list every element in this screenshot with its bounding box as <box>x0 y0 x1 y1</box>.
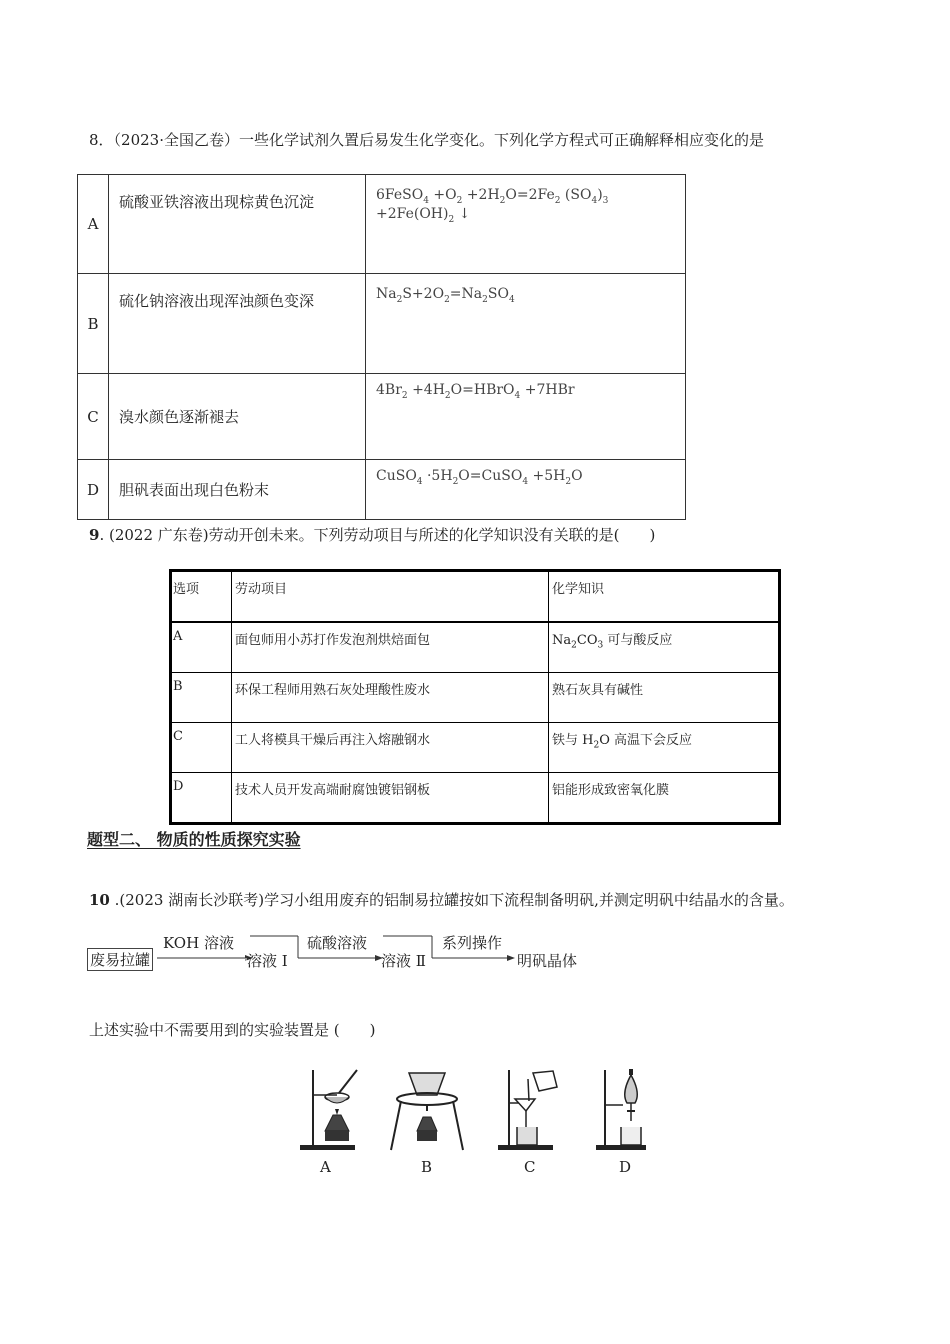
option-equation: CuSO$_4$ $\cdot 5H_2O=CuSO_4 +5H_2O$ <box>366 460 686 520</box>
option-description: 胆矾表面出现白色粉末 <box>109 460 366 520</box>
table-row <box>78 374 686 460</box>
table-row <box>78 175 686 274</box>
knowledge-cell: 熟石灰具有碱性 <box>549 673 780 723</box>
q8-stem-line <box>89 130 764 150</box>
option-cell: D <box>171 773 232 824</box>
q10-stem-line <box>89 890 794 910</box>
flow-diagram <box>85 930 605 975</box>
option-cell: A <box>171 622 232 673</box>
flow-start: 废易拉罐 <box>87 948 153 971</box>
q9-number: 9 <box>89 526 100 544</box>
table-row <box>78 460 686 520</box>
apparatus-figure <box>295 1065 655 1180</box>
table-row <box>171 723 780 773</box>
project-cell: 面包师用小苏打作发泡剂烘焙面包 <box>232 622 549 673</box>
option-label: D <box>78 460 109 520</box>
table-row <box>171 673 780 723</box>
option-cell: C <box>171 723 232 773</box>
flow-reagent-2: 硫酸溶液 <box>307 934 368 952</box>
option-description: 硫化钠溶液出现浑浊颜色变深 <box>109 274 366 374</box>
section-heading: 题型二、 物质的性质探究实验 <box>87 830 301 849</box>
flow-solution-1: 溶液 Ⅰ <box>247 952 288 970</box>
q10-number: 10 <box>89 891 110 909</box>
option-description: 硫酸亚铁溶液出现棕黄色沉淀 <box>109 175 366 274</box>
option-label: A <box>78 175 109 274</box>
table-row <box>171 622 780 673</box>
project-cell: 环保工程师用熟石灰处理酸性废水 <box>232 673 549 723</box>
option-cell: B <box>171 673 232 723</box>
option-equation: $4Br_2$ $+4H_2O=HBrO_4 +7HBr$ <box>366 374 686 460</box>
table-header: 化学知识 <box>549 571 780 623</box>
option-description: 溴水颜色逐渐褪去 <box>109 374 366 460</box>
q8-source: （2023·全国乙卷） <box>113 131 239 149</box>
q9-source: . (2022 广东卷) <box>99 526 209 544</box>
q8-number: 8． <box>89 131 114 149</box>
q8-options-table <box>77 174 686 520</box>
apparatus-label-d: D <box>619 1158 632 1176</box>
knowledge-cell: $Na_2CO_3$ 可与酸反应 <box>549 622 780 673</box>
table-header-row <box>171 571 780 623</box>
option-label: C <box>78 374 109 460</box>
table-header: 选项 <box>171 571 232 623</box>
table-row <box>171 773 780 824</box>
apparatus-a-evaporation-image <box>295 1065 365 1155</box>
q8-stem: 一些化学试剂久置后易发生化学变化。下列化学方程式可正确解释相应变化的是 <box>239 131 765 149</box>
q10-question: 上述实验中不需要用到的实验装置是 ( ) <box>89 1021 376 1039</box>
apparatus-c-filtration-image <box>495 1065 565 1155</box>
flow-solution-2: 溶液 Ⅱ <box>381 952 426 970</box>
q9-stem-line <box>89 525 655 545</box>
apparatus-label-c: C <box>524 1158 536 1176</box>
knowledge-cell: 铁与 $H_2O$ 高温下会反应 <box>549 723 780 773</box>
project-cell: 技术人员开发高端耐腐蚀镀铝钢板 <box>232 773 549 824</box>
flow-step-3: 系列操作 <box>442 934 503 952</box>
option-label: B <box>78 274 109 374</box>
apparatus-label-b: B <box>421 1158 433 1176</box>
flow-reagent-1: KOH 溶液 <box>163 934 234 952</box>
apparatus-b-tripod-image <box>387 1065 467 1155</box>
apparatus-label-a: A <box>320 1158 331 1176</box>
table-row <box>78 274 686 374</box>
q9-stem: 劳动开创未来。下列劳动项目与所述的化学知识没有关联的是( ) <box>208 526 656 544</box>
apparatus-d-separatory-funnel-image <box>593 1065 653 1155</box>
option-equation: $Na_2S+2O_2=Na_2SO_4$ <box>366 274 686 374</box>
table-header: 劳动项目 <box>232 571 549 623</box>
q10-source: .(2023 湖南长沙联考) <box>109 891 265 909</box>
flow-end: 明矾晶体 <box>517 952 578 970</box>
option-equation: 6FeSO$_4$ $+O_2 +2H_2O=2Fe_2$ $(SO_4)_3 +2Fe(OH)_2$ ↓ <box>366 175 686 274</box>
knowledge-cell: 铝能形成致密氧化膜 <box>549 773 780 824</box>
q10-stem: 学习小组用废弃的铝制易拉罐按如下流程制备明矾,并测定明矾中结晶水的含量。 <box>264 891 794 909</box>
project-cell: 工人将模具干燥后再注入熔融钢水 <box>232 723 549 773</box>
q9-table <box>169 569 781 825</box>
